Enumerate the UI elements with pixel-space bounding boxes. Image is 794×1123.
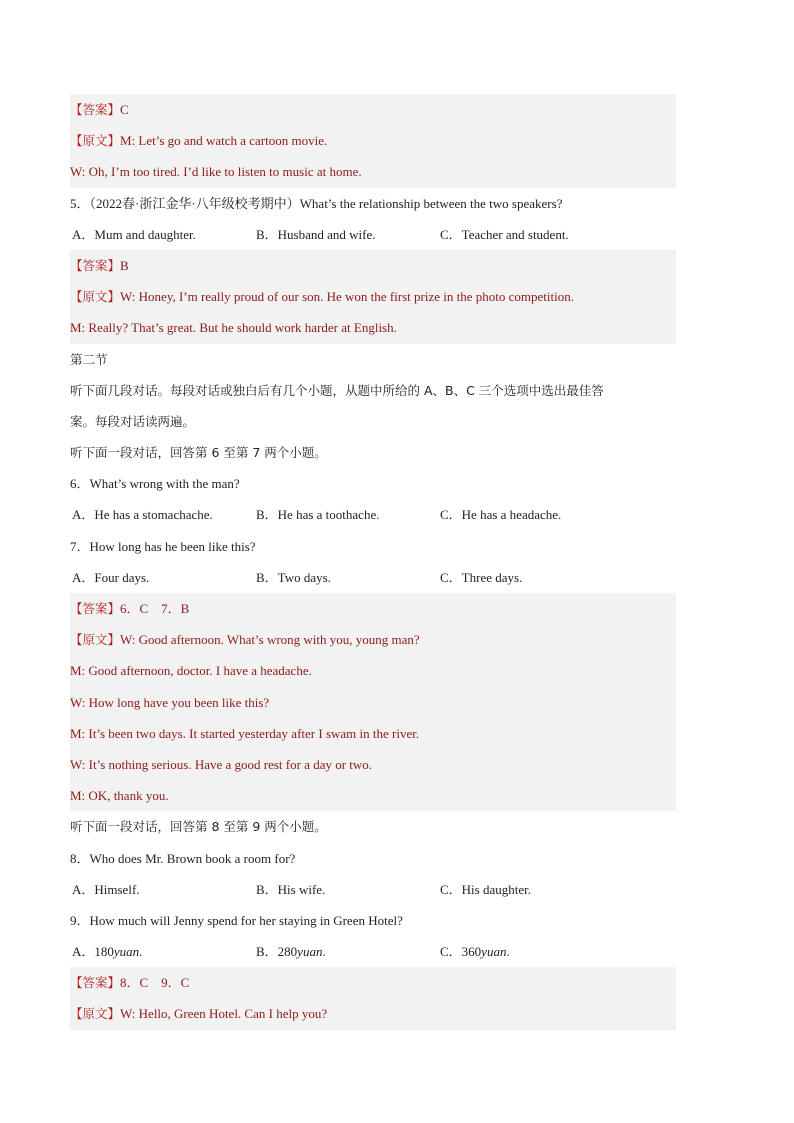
script-tag: 【原文】 [70,632,121,648]
option-a: A．He has a stomachache. [72,507,213,523]
section-instruction: 听下面几段对话。每段对话或独白后有几个小题，从题中所给的 A、B、C 三个选项中选出最佳答 [70,382,604,398]
script-line [70,281,676,312]
answer-block-5 [70,250,676,344]
answer-tag: 【答案】 [70,601,121,616]
answer-value: 6．C 7．B [120,601,190,616]
answer-value: C [120,102,129,117]
script-line: W: How long have you been like this? [70,694,270,710]
question-7-options [70,562,676,593]
question-7: 7．How long has he been like this? [70,538,256,554]
question-8: 8．Who does Mr. Brown book a room for? [70,850,296,866]
option-c: C．He has a headache. [440,507,562,523]
option-c: C．Three days. [440,569,523,585]
answer-value: B [120,257,129,273]
option-b: B．280yuan. [256,944,326,960]
answer-block-4 [70,94,676,188]
option-b: B．His wife. [256,881,326,897]
option-c: C．His daughter. [440,881,531,897]
script-tag: 【原文】 [70,1006,121,1022]
question-9-options [70,936,676,967]
option-a: A．180yuan. [72,944,143,960]
option-b: B．He has a toothache. [256,507,380,523]
option-a: A．Four days. [72,569,150,585]
script-line: M: Good afternoon, doctor. I have a headache. [70,663,312,679]
question-6: 6．What’s wrong with the man? [70,476,240,492]
script-line: M: It’s been two days. It started yesterday after I swam in the river. [70,725,420,741]
answer-line [70,967,676,998]
script-line: M: OK, thank you. [70,788,169,804]
option-c: C．Teacher and student. [440,226,569,242]
answer-line [70,94,676,125]
answer-tag: 【答案】 [70,102,121,117]
script-text: W: Honey, I’m really proud of our son. He won the first prize in the photo competition. [120,289,574,305]
answer-tag: 【答案】 [70,257,121,273]
answer-line [70,593,676,624]
script-tag: 【原文】 [70,133,121,149]
question-8-options [70,874,676,905]
option-a: A．Mum and daughter. [72,226,196,242]
option-c: C．360yuan. [440,944,510,960]
section-title: 第二节 [70,351,108,367]
answer-line [70,250,676,281]
question-5: 5．（2022春·浙江金华·八年级校考期中）What’s the relationship between the two speakers? [70,195,563,211]
script-line: W: Oh, I’m too tired. I’d like to listen to music at home. [70,164,362,180]
dialogue-intro: 听下面一段对话，回答第 8 至第 9 两个小题。 [70,819,327,835]
script-text: M: Let’s go and watch a cartoon movie. [120,133,328,149]
script-line: M: Really? That’s great. But he should work harder at English. [70,320,397,336]
script-tag: 【原文】 [70,289,121,305]
answer-block-6-7 [70,593,676,811]
answer-value: 8．C 9．C [120,975,190,991]
answer-block-8-9 [70,967,676,1029]
question-5-options [70,219,676,250]
question-6-options [70,499,676,530]
option-a: A．Himself. [72,881,140,897]
question-9: 9．How much will Jenny spend for her staying in Green Hotel? [70,912,403,928]
option-b: B．Two days. [256,569,331,585]
script-line [70,624,676,655]
script-line [70,998,676,1029]
script-line: W: It’s nothing serious. Have a good rest for a day or two. [70,756,373,772]
option-b: B．Husband and wife. [256,226,376,242]
section-instruction: 案。每段对话读两遍。 [70,413,196,429]
script-line [70,125,676,156]
dialogue-intro: 听下面一段对话，回答第 6 至第 7 两个小题。 [70,445,327,461]
script-text: W: Hello, Green Hotel. Can I help you? [120,1006,328,1022]
script-text: W: Good afternoon. What’s wrong with you, young man? [120,632,420,648]
document-page [70,94,676,1030]
answer-tag: 【答案】 [70,975,121,991]
